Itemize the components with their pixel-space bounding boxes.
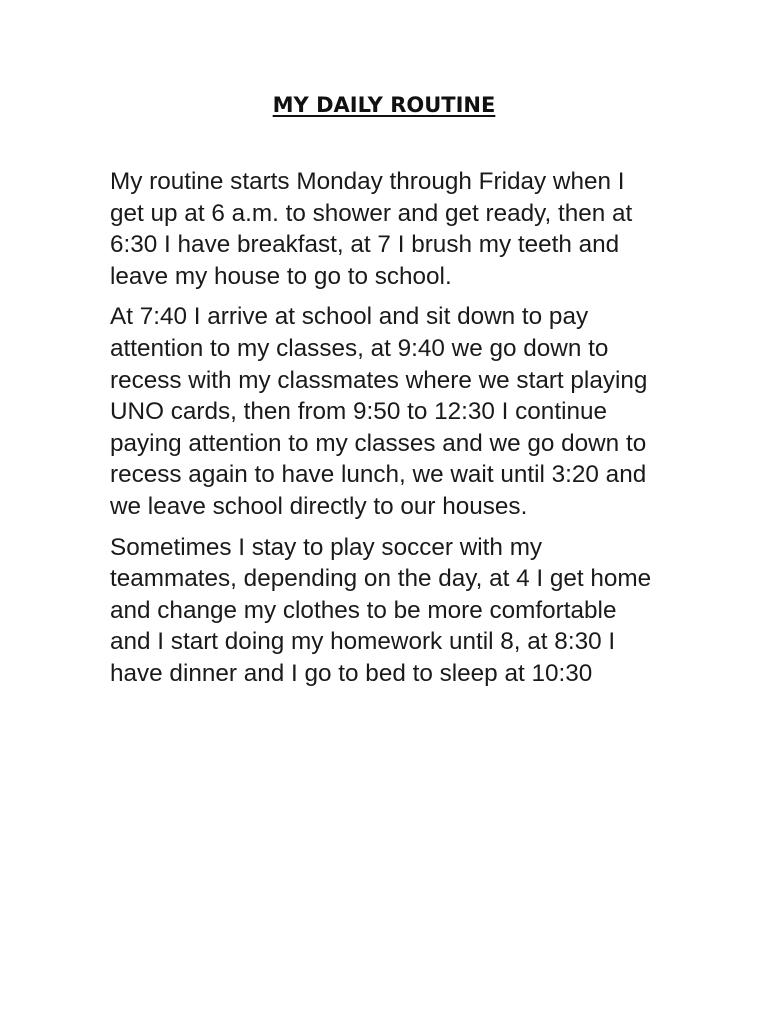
- paragraph-1: My routine starts Monday through Friday when I get up at 6 a.m. to shower and get ready, then at 6:30 I have breakfast, at 7 I brush my teeth and leave my house to go to school.: [110, 168, 633, 290]
- document-body: [110, 166, 662, 699]
- document-title: MY DAILY ROUTINE: [272, 93, 496, 117]
- paragraph-3: Sometimes I stay to play soccer with my teammates, depending on the day, at 4 I get home and change my clothes to be more comfortable and I start doing my homework until 8, at 8:30 I have dinner and I go to bed to sleep at 10:30: [110, 533, 652, 687]
- paragraph-2: At 7:40 I arrive at school and sit down to pay attention to my classes, at 9:40 we go down to recess with my classmates where we start playing UNO cards, then from 9:50 to 12:30 I continue paying attention to my classes and we go down to recess again to have lunch, we wait until 3:20 and we leave school directly to our houses.: [110, 303, 648, 520]
